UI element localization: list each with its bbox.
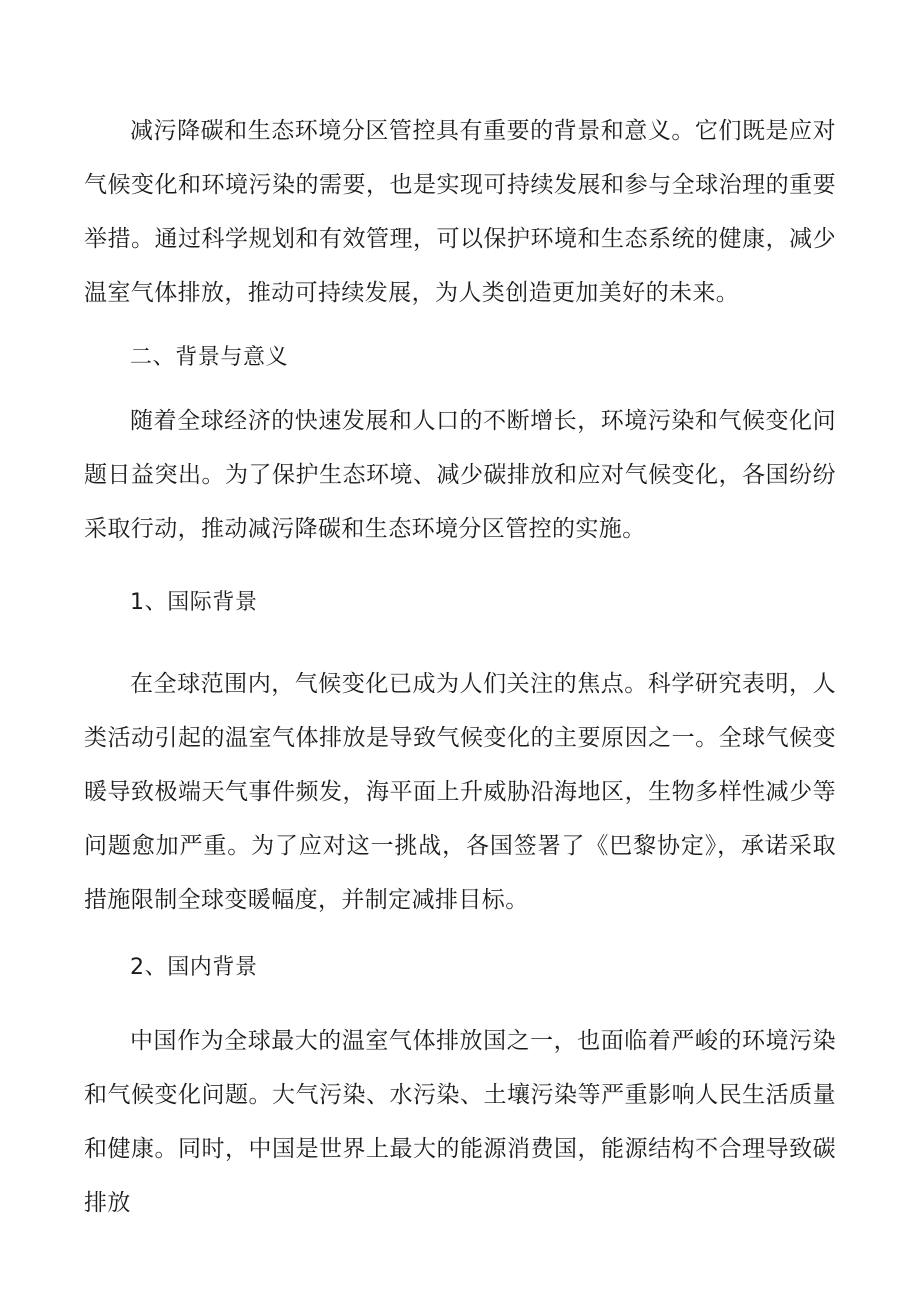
intro-paragraph: 减污降碳和生态环境分区管控具有重要的背景和意义。它们既是应对气候变化和环境污染的需要，也是实现可持续发展和参与全球治理的重要举措。通过科学规划和有效管理，可以保护环境和生态系统的健康，减少温室气体排放，推动可持续发展，为人类创造更加美好的未来。 [84, 118, 836, 306]
international-paragraph: 在全球范围内，气候变化已成为人们关注的焦点。科学研究表明，人类活动引起的温室气体排放是导致气候变化的主要原因之一。全球气候变暖导致极端天气事件频发，海平面上升威胁沿海地区，生物多样性减少等问题愈加严重。为了应对这一挑战，各国签署了《巴黎协定》，承诺采取措施限制全球变暖幅度，并制定减排目标。 [84, 671, 836, 913]
subsection-heading-domestic: 2、国内背景 [130, 955, 258, 980]
background-paragraph: 随着全球经济的快速发展和人口的不断增长，环境污染和气候变化问题日益突出。为了保护生态环境、减少碳排放和应对气候变化，各国纷纷采取行动，推动减污降碳和生态环境分区管控的实施。 [84, 408, 836, 542]
subsection-heading-international: 1、国际背景 [130, 590, 258, 615]
domestic-paragraph: 中国作为全球最大的温室气体排放国之一，也面临着严峻的环境污染和气候变化问题。大气污染、水污染、土壤污染等严重影响人民生活质量和健康。同时，中国是世界上最大的能源消费国，能源结构不合理导致碳排放 [84, 1028, 836, 1216]
section-heading-background: 二、背景与意义 [130, 345, 289, 370]
